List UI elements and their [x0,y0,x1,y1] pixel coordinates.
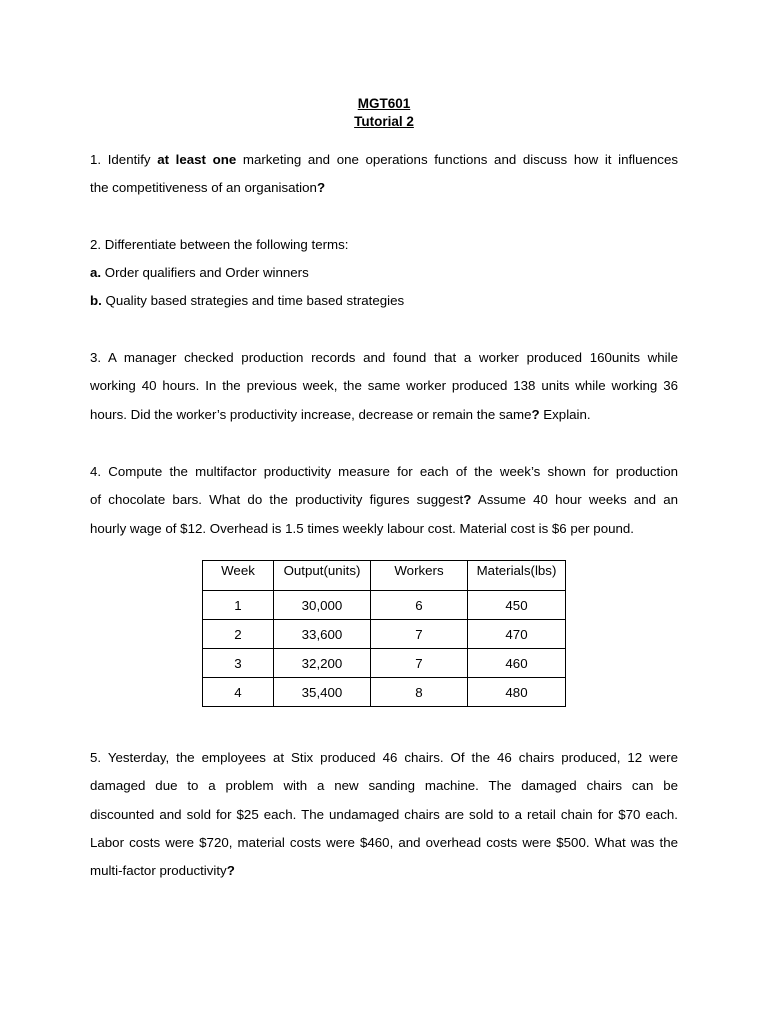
table-cell: 4 [203,678,274,707]
table-cell: 450 [468,591,566,620]
table-cell: 35,400 [274,678,371,707]
q5-question-mark: ? [226,863,235,879]
course-code-heading: MGT601 [357,96,411,111]
table-cell: 3 [203,649,274,678]
table-row [203,620,566,649]
col-header-week: Week [203,561,274,591]
question-5 [90,744,678,885]
col-header-output: Output(units) [274,561,371,591]
question-5-line-4: Labor costs were $720, material costs were $460, and overhead costs were $500. What was the [90,834,678,850]
table-row [203,649,566,678]
table-header-row [203,561,566,591]
question-4 [90,458,678,543]
question-5-line-1: 5. Yesterday, the employees at Stix produced 46 chairs. Of the 46 chairs produced, 12 were [90,750,678,765]
q3-text-b: Explain. [539,406,591,422]
q4-text-a: of chocolate bars. What do the productivity figures suggest [90,492,464,508]
table-cell: 460 [468,649,566,678]
table-cell: 470 [468,620,566,649]
table-row [203,591,566,620]
table-cell: 6 [371,591,468,620]
q2-b-text: Quality based strategies and time based strategies [101,293,405,308]
question-3-line-1: 3. A manager checked production records and found that a worker produced 160units while [90,350,678,365]
table-cell: 30,000 [274,591,371,620]
table-cell: 7 [371,649,468,678]
question-3 [90,344,678,429]
q2-a-text: Order qualifiers and Order winners [101,265,309,280]
q4-question-mark: ? [463,492,472,508]
q3-question-mark: ? [531,406,540,422]
question-5-line-5 [90,857,678,885]
question-4-line-2 [90,486,678,514]
q5-text-a: multi-factor productivity [90,863,227,879]
question-1-line-1 [90,146,678,174]
q1-text-a: 1. Identify [90,152,158,167]
q1-text-b: marketing and one operations functions and discuss how it influences [236,152,678,167]
question-5-line-3: discounted and sold for $25 each. The undamaged chairs are sold to a retail chain for $70 each. [90,806,678,822]
question-5-line-2: damaged due to a problem with a new sanding machine. The damaged chairs can be [90,778,678,794]
col-header-workers: Workers [371,561,468,591]
question-4-line-1: 4. Compute the multifactor productivity measure for each of the week’s shown for production [90,464,678,479]
col-header-materials: Materials(lbs) [468,561,566,591]
table-cell: 8 [371,678,468,707]
table-cell: 1 [203,591,274,620]
question-2-intro: 2. Differentiate between the following terms: [90,237,349,252]
table-cell: 7 [371,620,468,649]
table-cell: 32,200 [274,649,371,678]
question-1 [90,146,678,203]
q2-a-label: a. [90,265,102,280]
question-1-line-2 [90,174,678,202]
tutorial-subtitle: Tutorial 2 [354,114,414,129]
q2-b-label: b. [90,293,102,308]
table-cell: 480 [468,678,566,707]
q4-text-b: Assume 40 hour weeks and an [471,492,678,508]
question-2-item-a [90,265,309,280]
q1-text-c: the competitiveness of an organisation [90,180,317,196]
question-3-line-3 [90,401,678,429]
q3-text-a: hours. Did the worker’s productivity increase, decrease or remain the same [90,406,532,422]
production-table [202,560,566,707]
table-row [203,678,566,707]
table-cell: 2 [203,620,274,649]
table-cell: 33,600 [274,620,371,649]
q1-question-mark: ? [316,180,326,196]
q1-emphasis: at least one [157,152,237,167]
question-3-line-2: working 40 hours. In the previous week, the same worker produced 138 units while working 36 [90,378,678,394]
question-2-item-b [90,293,404,308]
question-4-line-3: hourly wage of $12. Overhead is 1.5 times weekly labour cost. Material cost is $6 per pound. [90,520,634,536]
